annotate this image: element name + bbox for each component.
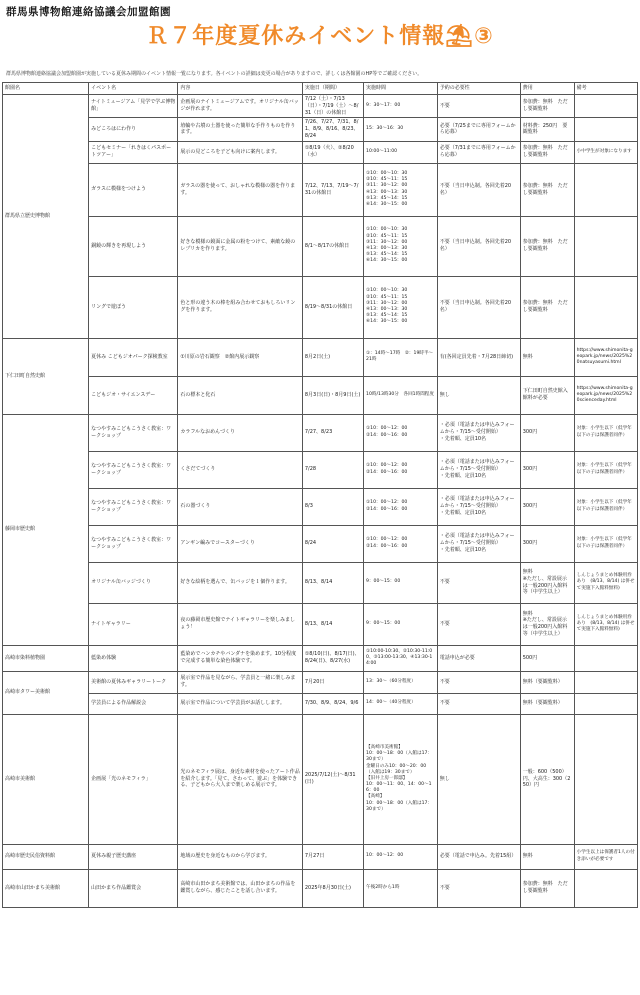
title-number: ③: [474, 24, 494, 49]
time-cell: ①10：00～12：00 ②14：00～16：00: [364, 488, 438, 525]
table-row: [3, 276, 638, 338]
event-cell: 学芸員による作品解説会: [89, 693, 178, 714]
venue-cell: 高崎市美術館: [3, 714, 89, 844]
table-row: [3, 562, 638, 603]
date-cell: 8/1～8/17の休館日: [302, 216, 363, 276]
event-cell: なつやすみこどもこうさく教室：ワークショップ: [89, 525, 178, 562]
notes-cell: 対象：小学生以下（低学年以下の子は保護者同伴）: [574, 525, 637, 562]
time-cell: 【高崎市美術館】 10：00～18：00（入館は17：30まで） 金曜日のみ10：00～20：00（入館は19：30まで） 【旧井上房一郎邸】 10：00～11：00、14：00～16：00 【高崎】 10：00～18：00（入館は17：30まで）: [364, 714, 438, 844]
venue-cell: 高崎市歴史民俗資料館: [3, 844, 89, 869]
event-cell: なつやすみこどもこうさく教室：ワークショップ: [89, 414, 178, 451]
date-cell: 7/12、7/13、7/19～7/31の休館日: [302, 163, 363, 216]
time-cell: 9：00～15：00: [364, 562, 438, 603]
content-cell: 企画展のナイトミュージアムです。オリジナル缶バッジが作れます。: [178, 95, 303, 118]
date-cell: 7月27日: [302, 844, 363, 869]
fee-cell: 無料: [520, 844, 574, 869]
time-cell: 9：30～17：00: [364, 95, 438, 118]
content-cell: 展示室で作品を見ながら、学芸員と一緒に楽しみます。: [178, 671, 303, 693]
reserve-cell: 無し: [437, 376, 520, 414]
reserve-cell: 不要: [437, 562, 520, 603]
content-cell: カラフルなおめんづくり: [178, 414, 303, 451]
notes-cell: [574, 118, 637, 141]
fee-cell: 無料（要観覧料）: [520, 693, 574, 714]
intro-note: 群馬県博物館連絡協議会加盟館園が実施している夏休み期間のイベント情報一覧になります。各イベントの詳細は変更の場合がありますので、詳しくは各館園のHP等でご確認ください。: [6, 71, 423, 77]
reserve-cell: 不要（当日申込制。各回先着20名）: [437, 216, 520, 276]
event-cell: こどもジオ・サイエンスデー: [89, 376, 178, 414]
table-row: [3, 693, 638, 714]
fee-cell: 材料費：250円 要観覧料: [520, 118, 574, 141]
table-row: [3, 118, 638, 141]
content-cell: 地域の歴史を身近なものから学びます。: [178, 844, 303, 869]
table-row: [3, 216, 638, 276]
venue-cell: 群馬県立歴史博物館: [3, 95, 89, 339]
reserve-cell: ・必須（電話または申込みフォームから・7/15～受付開始） ・先着順、定員10名: [437, 488, 520, 525]
notes-cell: 小学生以上は保護者1人の付き添いが必要です: [574, 844, 637, 869]
date-cell: 8月3日(日)・8月9日(土): [302, 376, 363, 414]
col-header-reserve: 予約の必要性: [437, 83, 520, 95]
reserve-cell: 不要: [437, 693, 520, 714]
date-cell: 8月2日(土): [302, 338, 363, 376]
notes-cell: 小中学生が対象になります: [574, 141, 637, 163]
date-cell: 8/13、8/14: [302, 562, 363, 603]
table-row: [3, 844, 638, 869]
reserve-cell: 必要（7/25までに専用フォームから応募）: [437, 118, 520, 141]
content-cell: 石の標本と化石: [178, 376, 303, 414]
notes-cell: [574, 869, 637, 907]
content-cell: 夜の藤岡市歴史館でナイトギャラリーを楽しみましょう！: [178, 603, 303, 645]
fee-cell: 300円: [520, 414, 574, 451]
reserve-cell: 不要: [437, 869, 520, 907]
fee-cell: 300円: [520, 488, 574, 525]
event-cell: 藍染め体験: [89, 645, 178, 671]
table-row: [3, 338, 638, 376]
notes-cell: [574, 95, 637, 118]
notes-cell: しんじょうまとめ体験用券あり (8/13、8/14) は併せて実施下入館料無料): [574, 603, 637, 645]
event-cell: ガラスに模様をつけよう: [89, 163, 178, 216]
content-cell: アンギン編みでコースターづくり: [178, 525, 303, 562]
fee-cell: 参加費：無料 ただし要観覧料: [520, 216, 574, 276]
fee-cell: 一般：600（500）円、大高生：300（250）円: [520, 714, 574, 844]
event-cell: リングで遊ぼう: [89, 276, 178, 338]
reserve-cell: 不要: [437, 671, 520, 693]
venue-cell: 高崎市山田かまち美術館: [3, 869, 89, 907]
fee-cell: 無料（要観覧料）: [520, 671, 574, 693]
notes-cell: [574, 216, 637, 276]
date-cell: 7月20日: [302, 671, 363, 693]
organization-name: 群馬県博物館連絡協議会加盟館園: [6, 6, 171, 18]
event-cell: なつやすみこどもこうさく教室：ワークショップ: [89, 451, 178, 488]
date-cell: 8/3: [302, 488, 363, 525]
col-header-time: 実施時間: [364, 83, 438, 95]
date-cell: ①8/10(日)、8/17(日)、8/24(日)、8/27(水): [302, 645, 363, 671]
title-text: Ｒ７年度夏休みイベント情報: [146, 24, 446, 49]
event-cell: なつやすみこどもこうさく教室：ワークショップ: [89, 488, 178, 525]
fee-cell: 参加費：無料 ただし要観覧料: [520, 276, 574, 338]
reserve-cell: ・必須（電話または申込みフォームから・7/15～受付開始） ・先着順、定員10名: [437, 414, 520, 451]
notes-cell: 対象：小学生以下（低学年以下の子は保護者同伴）: [574, 488, 637, 525]
date-cell: 8/24: [302, 525, 363, 562]
reserve-cell: 必要（電話で申込み。先着15組）: [437, 844, 520, 869]
event-cell: ナイトミュージアム「見学で学ぶ博物館」: [89, 95, 178, 118]
time-cell: 10:00～11:00: [364, 141, 438, 163]
notes-cell: [574, 714, 637, 844]
event-cell: 夏休み こどもジオパーク探検教室: [89, 338, 178, 376]
event-cell: 山田かまち作品鑑賞会: [89, 869, 178, 907]
reserve-cell: 必要（7/31までに専用フォームから応募）: [437, 141, 520, 163]
content-cell: ①川原の岩石観察 ②館内展示観察: [178, 338, 303, 376]
fee-cell: 参加費：無料 ただし要観覧料: [520, 141, 574, 163]
content-cell: 好きな絵柄を選んで、缶バッジを１個作ります。: [178, 562, 303, 603]
content-cell: 好きな模様の鏡面に金属の粉をつけて、素敵な鏡のレプリカを作ります。: [178, 216, 303, 276]
table-row: [3, 603, 638, 645]
col-header-date: 実施日（期間）: [302, 83, 363, 95]
notes-cell: [574, 693, 637, 714]
fee-cell: 無料 ※ただし、常設展示は一般200円入館料等（中学生以上）: [520, 562, 574, 603]
notes-cell: [574, 163, 637, 216]
col-header-event: イベント名: [89, 83, 178, 95]
event-cell: オリジナル缶バッジづくり: [89, 562, 178, 603]
fee-cell: 500円: [520, 645, 574, 671]
reserve-cell: 不要（当日申込制。各回先着20名）: [437, 163, 520, 216]
umbrella-icon: ⛱: [445, 24, 475, 49]
event-table: [2, 82, 638, 908]
table-row: [3, 645, 638, 671]
content-cell: 藍染めでハンカチやバンダナを染めます。10分程度で完成する簡単な染色体験です。: [178, 645, 303, 671]
venue-cell: 高崎市タワー美術館: [3, 671, 89, 714]
notes-cell: しんじょうまとめ体験用券あり (8/13、8/14) は併せて実施下入館料無料): [574, 562, 637, 603]
notes-cell: 対象：小学生以下（低学年以下の子は保護者同伴）: [574, 451, 637, 488]
col-header-venue: 館園名: [3, 83, 89, 95]
table-row: [3, 376, 638, 414]
event-cell: みどころはにわ作り: [89, 118, 178, 141]
content-cell: ガラスの器を使って、おしゃれな模様の器を作ります。: [178, 163, 303, 216]
content-cell: 石の器づくり: [178, 488, 303, 525]
fee-cell: 参加費：無料 ただし要観覧料: [520, 869, 574, 907]
reserve-cell: 不要: [437, 95, 520, 118]
time-cell: ①10：00～12：00 ②14：00～16：00: [364, 414, 438, 451]
notes-cell: https://www.shimonita-geopark.jp/news/2025%20scienceday.html: [574, 376, 637, 414]
table-row: [3, 488, 638, 525]
event-cell: ナイトギャラリー: [89, 603, 178, 645]
table-header-row: [3, 83, 638, 95]
date-cell: ①8/19（火）、②8/20（水）: [302, 141, 363, 163]
table-row: [3, 141, 638, 163]
time-cell: 9：00～15：00: [364, 603, 438, 645]
table-row: [3, 869, 638, 907]
time-cell: ①10：00～10：30 ②10：45～11：15 ③11：30～12：00 ④13：00～13：30 ⑤13：45～14：15 ⑥14：30～15：00: [364, 163, 438, 216]
date-cell: 7/12（土）・7/13（日）・7/19（土）～8/31（日）の休館日: [302, 95, 363, 118]
fee-cell: 参加費：無料 ただし要観覧料: [520, 163, 574, 216]
col-header-notes: 備考: [574, 83, 637, 95]
time-cell: 13：30～（60分程度）: [364, 671, 438, 693]
time-cell: 14：00～（40分程度）: [364, 693, 438, 714]
page-title: [0, 19, 640, 50]
event-cell: 美術館の夏休みギャラリートーク: [89, 671, 178, 693]
time-cell: 15：30～16：30: [364, 118, 438, 141]
notes-cell: [574, 671, 637, 693]
reserve-cell: 有(各回定員先着・7月28日締切): [437, 338, 520, 376]
fee-cell: 下仁田町自然史館入館料が必要: [520, 376, 574, 414]
reserve-cell: ・必須（電話または申込みフォームから・7/15～受付開始） ・先着順、定員10名: [437, 451, 520, 488]
fee-cell: 無料: [520, 338, 574, 376]
reserve-cell: 電話申込が必要: [437, 645, 520, 671]
time-cell: ①10：00～10：30 ②10：45～11：15 ③11：30～12：00 ④13：00～13：30 ⑤13：45～14：15 ⑥14：30～15：00: [364, 216, 438, 276]
reserve-cell: 不要: [437, 603, 520, 645]
reserve-cell: 無し: [437, 714, 520, 844]
fee-cell: 無料 ※ただし、常設展示は一般200円入館料等（中学生以上）: [520, 603, 574, 645]
reserve-cell: ・必須（電話または申込みフォームから・7/15～受付開始） ・先着順、定員10名: [437, 525, 520, 562]
time-cell: 午後2時から1時: [364, 869, 438, 907]
content-cell: 高崎市山田かまち美術館では、山田かまちの作品を鑑賞しながら、感じたことを話し合います。: [178, 869, 303, 907]
time-cell: ①10：00～10：30 ②10：45～11：15 ③11：30～12：00 ④13：00～13：30 ⑤13：45～14：15 ⑥14：30～15：00: [364, 276, 438, 338]
time-cell: 10時/13時30分 各回1時間程度: [364, 376, 438, 414]
notes-cell: https://www.shimonita-geopark.jp/news/2025%20natsuyasumi.html: [574, 338, 637, 376]
date-cell: 7/27、8/23: [302, 414, 363, 451]
table-row: [3, 451, 638, 488]
fee-cell: 300円: [520, 525, 574, 562]
event-cell: 夏休み親子歴史講座: [89, 844, 178, 869]
date-cell: 7/26、7/27、7/31、8/1、8/9、8/16、8/23、8/24: [302, 118, 363, 141]
content-cell: 展示の見どころを子ども向けに案内します。: [178, 141, 303, 163]
table-row: [3, 525, 638, 562]
table-row: [3, 671, 638, 693]
table-row: [3, 714, 638, 844]
fee-cell: 参加費：無料 ただし要観覧料: [520, 95, 574, 118]
event-cell: 銅鏡の輝きを再現しよう: [89, 216, 178, 276]
content-cell: 色と形の違う木の棒を組み合わせておもしろいリングを作ります。: [178, 276, 303, 338]
time-cell: ①：14時～17時 ②：19時半～21時: [364, 338, 438, 376]
venue-cell: 藤岡市歴史館: [3, 414, 89, 645]
date-cell: 8/19～8/31の休館日: [302, 276, 363, 338]
content-cell: 光のネモフィラ展は、身近な素材を使ったアート作品を紹介します。「見て、さわって、遊ぶ」を体験できる、子どもから大人まで楽しめる展示です。: [178, 714, 303, 844]
fee-cell: 300円: [520, 451, 574, 488]
time-cell: ①10:00-10:30、②10:30-11:00、③13:00-13:30、④13:30-14:00: [364, 645, 438, 671]
date-cell: 2025年8月30日(土): [302, 869, 363, 907]
date-cell: 7/30、8/9、8/24、9/6: [302, 693, 363, 714]
col-header-fee: 費用: [520, 83, 574, 95]
date-cell: 8/13、8/14: [302, 603, 363, 645]
notes-cell: 対象：小学生以下（低学年以下の子は保護者同伴）: [574, 414, 637, 451]
event-cell: 企画展「光のネモフィラ」: [89, 714, 178, 844]
time-cell: ①10：00～12：00 ②14：00～16：00: [364, 525, 438, 562]
event-cell: こどもセミナー「れきはくパスポートツアー」: [89, 141, 178, 163]
table-row: [3, 163, 638, 216]
time-cell: ①10：00～12：00 ②14：00～16：00: [364, 451, 438, 488]
date-cell: 7/28: [302, 451, 363, 488]
col-header-content: 内容: [178, 83, 303, 95]
reserve-cell: 不要（当日申込制。各回先着20名）: [437, 276, 520, 338]
time-cell: 10：00～12：00: [364, 844, 438, 869]
venue-cell: 下仁田町自然史館: [3, 338, 89, 414]
notes-cell: [574, 276, 637, 338]
content-cell: 埴輪や古墳の土器を使った簡単な手作りものを作ります。: [178, 118, 303, 141]
notes-cell: [574, 645, 637, 671]
content-cell: 展示室で作品について学芸員がお話しします。: [178, 693, 303, 714]
table-row: [3, 414, 638, 451]
table-row: [3, 95, 638, 118]
venue-cell: 高崎市染料植物園: [3, 645, 89, 671]
table-body: [3, 95, 638, 908]
date-cell: 2025/7/12(土)～8/31(日): [302, 714, 363, 844]
content-cell: くさだてづくり: [178, 451, 303, 488]
